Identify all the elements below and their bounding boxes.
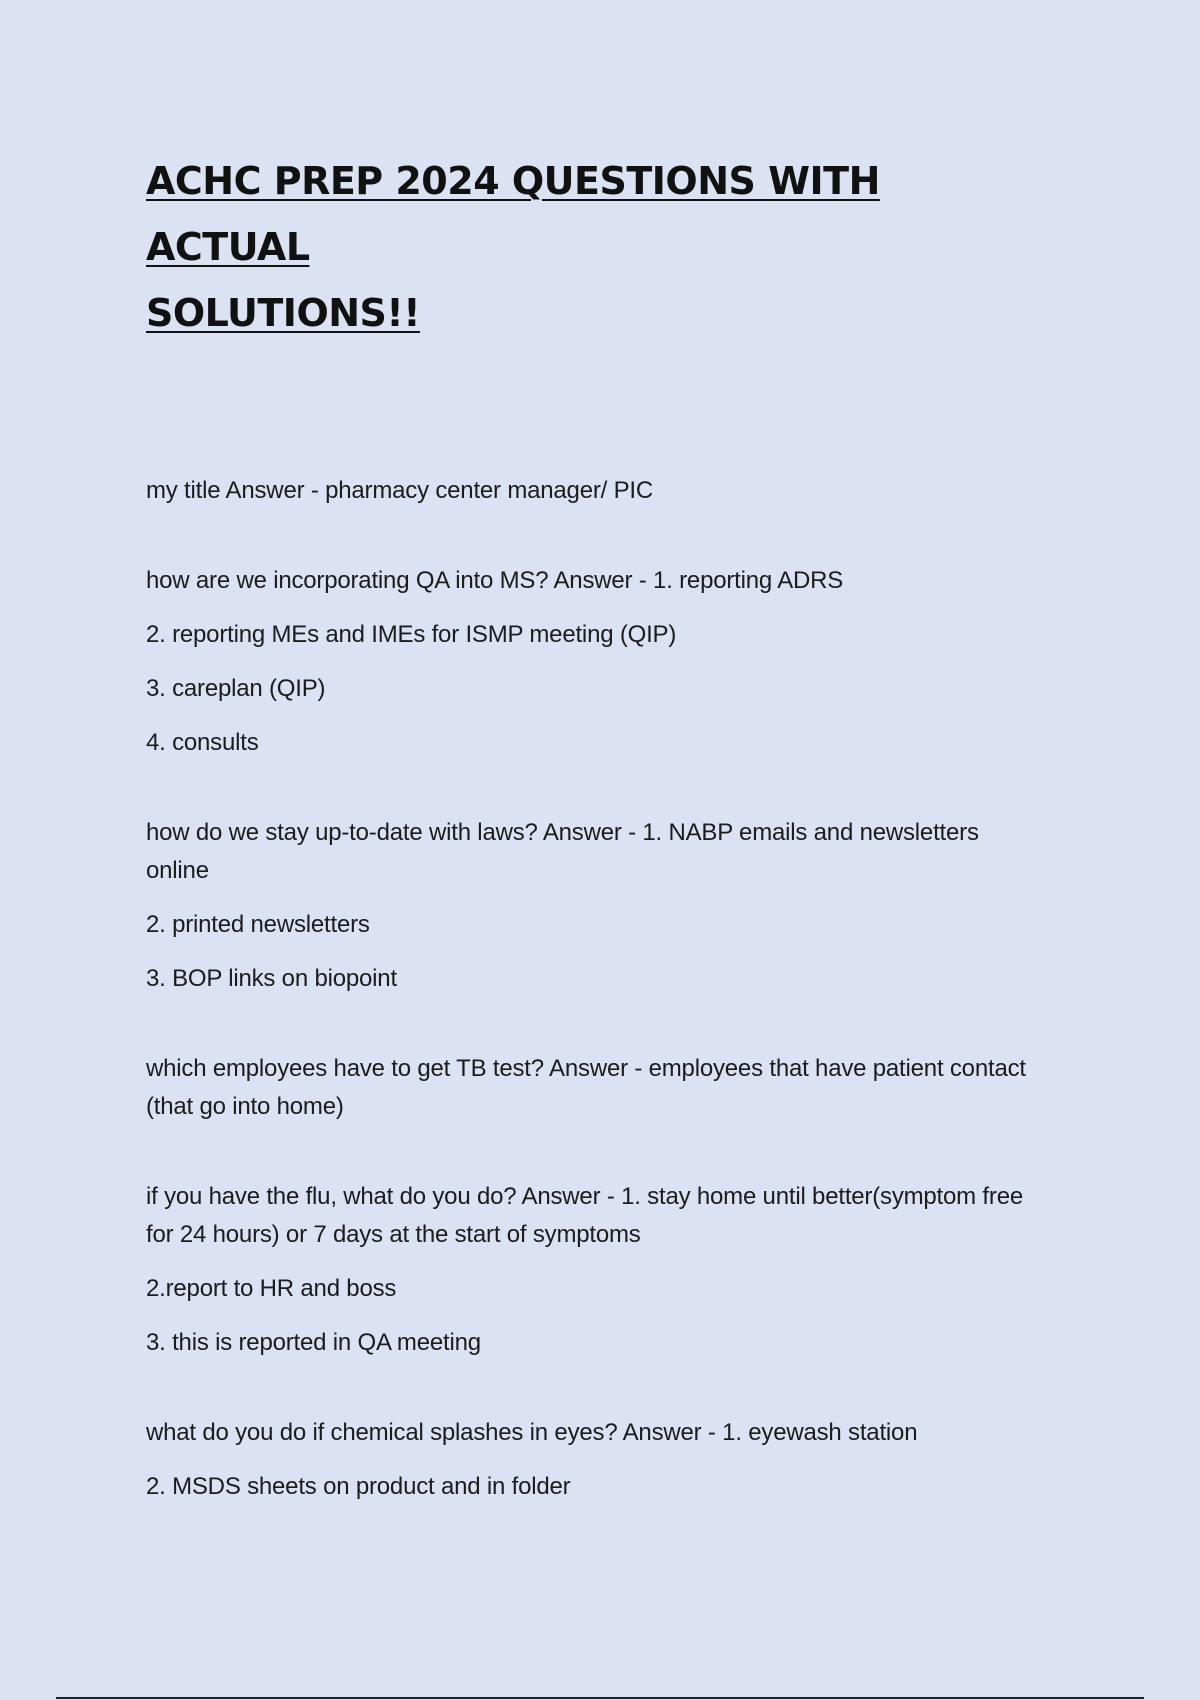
qa-line: what do you do if chemical splashes in eyes? Answer - 1. eyewash station [146, 1419, 918, 1446]
qa-item [146, 472, 1046, 510]
document-title [146, 148, 1046, 346]
qa-list [146, 472, 1046, 1506]
qa-line: 3. this is reported in QA meeting [146, 1329, 481, 1356]
qa-line: which employees have to get TB test? Answer - employees that have patient contact (that go into home) [146, 1055, 1026, 1120]
qa-line: 4. consults [146, 729, 259, 756]
footer-divider [56, 1697, 1144, 1699]
qa-item [146, 562, 1046, 762]
document-title-line-2: SOLUTIONS!! [146, 291, 421, 335]
qa-line: 2.report to HR and boss [146, 1275, 397, 1302]
qa-line: 3. careplan (QIP) [146, 675, 326, 702]
document-page [146, 148, 1046, 1558]
qa-line: 3. BOP links on biopoint [146, 965, 397, 992]
document-title-line-1: ACHC PREP 2024 QUESTIONS WITH ACTUAL [146, 159, 880, 269]
qa-item [146, 814, 1046, 998]
qa-line: 2. reporting MEs and IMEs for ISMP meeting (QIP) [146, 621, 677, 648]
qa-line: how do we stay up-to-date with laws? Answer - 1. NABP emails and newsletters online [146, 819, 979, 884]
qa-item [146, 1178, 1046, 1362]
qa-line: 2. MSDS sheets on product and in folder [146, 1473, 571, 1500]
qa-line: how are we incorporating QA into MS? Answer - 1. reporting ADRS [146, 567, 844, 594]
qa-item [146, 1050, 1046, 1126]
qa-line: 2. printed newsletters [146, 911, 370, 938]
qa-item [146, 1414, 1046, 1506]
qa-line: if you have the flu, what do you do? Answer - 1. stay home until better(symptom free for 24 hours) or 7 days at the start of symptoms [146, 1183, 1023, 1248]
qa-line: my title Answer - pharmacy center manager/ PIC [146, 477, 653, 504]
